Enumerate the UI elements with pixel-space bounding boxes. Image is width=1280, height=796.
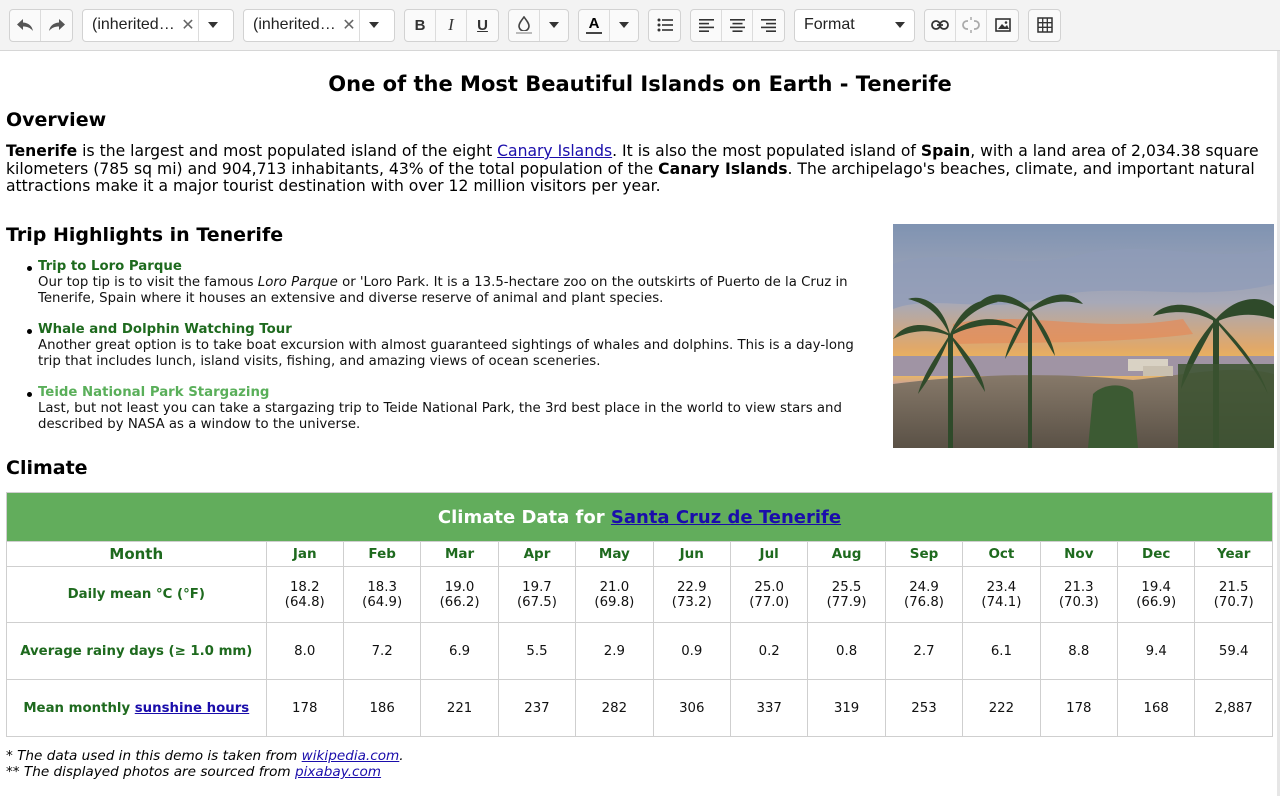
highlight-description: Another great option is to take boat excursion with almost guaranteed sightings of whales and dolphins. This is a day-long trip that includes lunch, island visits, fishing, and amazing views of ocean sceneries. (38, 338, 854, 369)
rainy-days-cell: 0.2 (730, 623, 807, 680)
month-header: Month (7, 542, 267, 567)
month-header: Oct (963, 542, 1040, 567)
link-icon (931, 20, 949, 30)
background-color-group (508, 9, 569, 42)
paint-drop-icon (518, 16, 530, 31)
bullet-list-icon (657, 18, 673, 32)
sunshine-cell: 168 (1118, 680, 1195, 737)
temperature-cell: 18.3 (64.9) (343, 567, 420, 623)
bullet-list-button[interactable] (649, 10, 680, 41)
font-family-select[interactable] (82, 9, 234, 42)
table-header-row (7, 542, 1273, 567)
redo-icon (48, 18, 66, 32)
highlights-list (0, 259, 880, 448)
sunshine-cell: 337 (730, 680, 807, 737)
table-group (1028, 9, 1061, 42)
month-header: Jul (730, 542, 807, 567)
insert-table-button[interactable] (1029, 10, 1060, 41)
month-header: Apr (498, 542, 575, 567)
table-row (7, 567, 1273, 623)
month-header: Nov (1040, 542, 1117, 567)
temperature-cell: 19.7 (67.5) (498, 567, 575, 623)
temperature-cell: 24.9 (76.8) (885, 567, 962, 623)
insert-image-button[interactable] (987, 10, 1018, 41)
chevron-down-icon[interactable] (610, 10, 638, 41)
underline-button[interactable]: U (477, 16, 488, 34)
highlight-description: Last, but not least you can take a stargazing trip to Teide National Park, the 3rd best place in the world to view stars and described by NASA as a window to the universe. (38, 401, 842, 432)
chevron-down-icon (895, 22, 905, 28)
table-caption: Climate Data for Santa Cruz de Tenerife (7, 493, 1273, 542)
highlight-description: Our top tip is to visit the famous Loro Parque or 'Loro Park. It is a 13.5-hectare zoo on the outskirts of Puerto de la Cruz in Tenerife, Spain where it houses an extensive and diverse reserve of animal and plant species. (38, 275, 848, 306)
align-center-icon (730, 19, 745, 32)
list-item (0, 322, 880, 370)
tenerife-photo[interactable] (893, 224, 1274, 448)
clear-icon[interactable]: ✕ (181, 17, 195, 34)
month-header: Year (1195, 542, 1273, 567)
month-header: Jun (653, 542, 730, 567)
insert-group (924, 9, 1019, 42)
sunshine-cell: 222 (963, 680, 1040, 737)
rainy-days-cell: 6.9 (421, 623, 498, 680)
align-right-icon (761, 19, 776, 32)
sunshine-cell: 2,887 (1195, 680, 1273, 737)
temperature-cell: 19.0 (66.2) (421, 567, 498, 623)
highlight-title: Whale and Dolphin Watching Tour (38, 322, 292, 337)
footnote-data-source: * The data used in this demo is taken from wikipedia.com. (6, 748, 404, 764)
rainy-days-cell: 7.2 (343, 623, 420, 680)
sunshine-cell: 178 (1040, 680, 1117, 737)
row-label: Daily mean °C (°F) (7, 567, 267, 623)
unlink-button[interactable] (956, 10, 987, 41)
align-center-button[interactable] (722, 10, 753, 41)
table-row (7, 680, 1273, 737)
row-label: Average rainy days (≥ 1.0 mm) (7, 623, 267, 680)
sunshine-cell: 282 (576, 680, 653, 737)
sunshine-cell: 237 (498, 680, 575, 737)
month-header: Dec (1118, 542, 1195, 567)
month-header: Jan (266, 542, 343, 567)
month-header: Aug (808, 542, 885, 567)
text-style-group (404, 9, 499, 42)
unlink-icon (962, 17, 980, 33)
tenerife-bold: Tenerife (6, 142, 78, 160)
document-content[interactable] (0, 51, 1280, 796)
format-select[interactable] (794, 9, 915, 42)
sunshine-cell: 306 (653, 680, 730, 737)
italic-button[interactable]: I (436, 10, 467, 41)
image-icon (995, 18, 1011, 32)
undo-button[interactable] (10, 10, 41, 41)
temperature-cell: 21.5 (70.7) (1195, 567, 1273, 623)
page-title: One of the Most Beautiful Islands on Earth - Tenerife (328, 72, 952, 96)
footnotes (6, 748, 404, 780)
sunset-palm-image (893, 224, 1274, 448)
chevron-down-icon[interactable] (359, 10, 387, 41)
insert-link-button[interactable] (925, 10, 956, 41)
history-group (9, 9, 73, 42)
climate-heading: Climate (6, 457, 88, 479)
rainy-days-cell: 2.7 (885, 623, 962, 680)
footnote-photo-source: ** The displayed photos are sourced from pixabay.com (6, 764, 382, 780)
month-header: May (576, 542, 653, 567)
pixabay-link[interactable]: pixabay.com (294, 764, 382, 780)
rainy-days-cell: 0.8 (808, 623, 885, 680)
sunshine-cell: 319 (808, 680, 885, 737)
temperature-cell: 25.0 (77.0) (730, 567, 807, 623)
rainy-days-cell: 8.8 (1040, 623, 1117, 680)
temperature-cell: 23.4 (74.1) (963, 567, 1040, 623)
overview-heading: Overview (6, 109, 107, 131)
temperature-cell: 22.9 (73.2) (653, 567, 730, 623)
table-icon (1037, 17, 1053, 33)
background-color-button[interactable] (509, 10, 540, 41)
align-right-button[interactable] (753, 10, 784, 41)
rainy-days-cell: 59.4 (1195, 623, 1273, 680)
clear-icon[interactable]: ✕ (342, 17, 356, 34)
rainy-days-cell: 0.9 (653, 623, 730, 680)
font-color-group (578, 9, 639, 42)
table-row (7, 623, 1273, 680)
alignment-group (690, 9, 785, 42)
font-color-icon: A (588, 14, 600, 32)
month-header: Mar (421, 542, 498, 567)
sunshine-cell: 221 (421, 680, 498, 737)
temperature-cell: 21.0 (69.8) (576, 567, 653, 623)
sunshine-cell: 178 (266, 680, 343, 737)
canary-islands-link[interactable]: Canary Islands (497, 142, 613, 160)
sunshine-cell: 253 (885, 680, 962, 737)
temperature-cell: 18.2 (64.8) (266, 567, 343, 623)
list-group (648, 9, 681, 42)
font-size-value: (inherited… (253, 16, 336, 33)
santa-cruz-link[interactable]: Santa Cruz de Tenerife (610, 506, 842, 528)
rainy-days-cell: 8.0 (266, 623, 343, 680)
align-left-icon (699, 19, 714, 32)
highlight-title: Teide National Park Stargazing (38, 385, 270, 400)
rainy-days-cell: 6.1 (963, 623, 1040, 680)
row-label: Mean monthly sunshine hours (7, 680, 267, 737)
rainy-days-cell: 5.5 (498, 623, 575, 680)
editor-toolbar (0, 0, 1280, 51)
sunshine-hours-link[interactable]: sunshine hours (134, 700, 250, 716)
highlights-heading: Trip Highlights in Tenerife (6, 224, 284, 246)
bold-button[interactable]: B (405, 10, 436, 41)
month-header: Feb (343, 542, 420, 567)
highlight-title: Trip to Loro Parque (38, 259, 182, 274)
month-header: Sep (885, 542, 962, 567)
align-left-button[interactable] (691, 10, 722, 41)
climate-table (6, 492, 1273, 737)
temperature-cell: 21.3 (70.3) (1040, 567, 1117, 623)
list-item (0, 385, 880, 433)
rainy-days-cell: 2.9 (576, 623, 653, 680)
temperature-cell: 25.5 (77.9) (808, 567, 885, 623)
overview-paragraph: Tenerife is the largest and most populated island of the eight Canary Islands. It is also the most populated island of Spain, with a land area of 2,034.38 square kilometers (785 sq mi) and 904,713 inhabitants, 43% of the total population of the Canary Islands. The archipelago's beaches, climate, and important natural attractions make it a major tourist destination with over 12 million visitors per year. (6, 142, 1259, 195)
font-size-select[interactable] (243, 9, 395, 42)
font-color-button[interactable] (579, 10, 610, 41)
wikipedia-link[interactable]: wikipedia.com (301, 748, 400, 764)
chevron-down-icon[interactable] (198, 10, 226, 41)
sunshine-cell: 186 (343, 680, 420, 737)
undo-icon (16, 18, 34, 32)
font-family-value: (inherited… (92, 16, 175, 33)
chevron-down-icon[interactable] (540, 10, 568, 41)
list-item (0, 259, 880, 307)
format-select-label: Format (804, 16, 855, 33)
redo-button[interactable] (41, 10, 72, 41)
rainy-days-cell: 9.4 (1118, 623, 1195, 680)
temperature-cell: 19.4 (66.9) (1118, 567, 1195, 623)
